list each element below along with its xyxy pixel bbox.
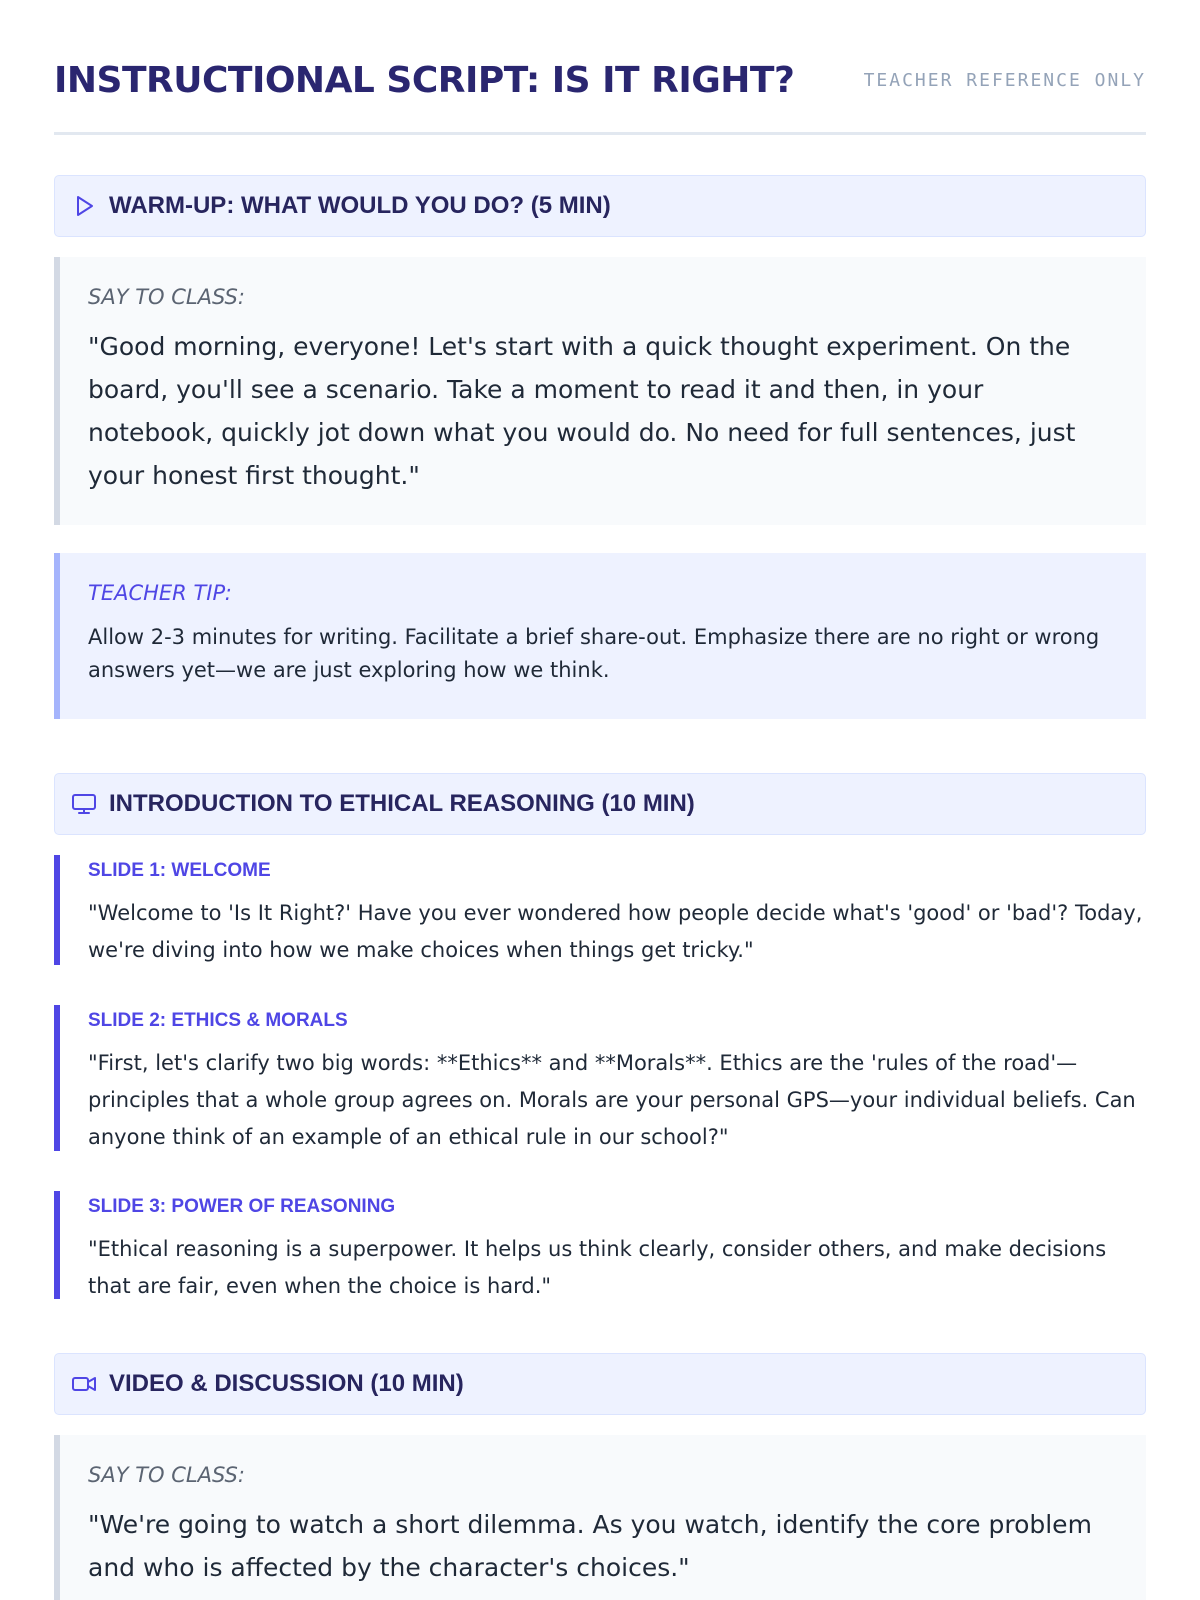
monitor-icon: [71, 791, 97, 817]
video-camera-icon: [71, 1371, 97, 1397]
section-title: WARM-UP: WHAT WOULD YOU DO? (5 MIN): [109, 192, 611, 219]
slide-text: "First, let's clarify two big words: **Ethics** and **Morals**. Ethics are the 'rules of the road'—principles that a whole group agrees on. Morals are your personal GPS—your individual beliefs. Can anyone think of an example of an ethical rule in our school?": [88, 1051, 1136, 1149]
say-to-class-block: [54, 257, 1146, 525]
teacher-reference-label: TEACHER REFERENCE ONLY: [863, 69, 1146, 91]
say-to-class-block: [54, 1435, 1146, 1600]
teacher-tip-block: [54, 553, 1146, 719]
slide-text: "Welcome to 'Is It Right?' Have you ever wondered how people decide what's 'good' or 'bad'? Today, we're diving into how we make choices when things get tricky.": [88, 901, 1143, 962]
tip-label: TEACHER TIP:: [88, 581, 232, 605]
slide-1-block: [54, 855, 1146, 965]
slide-text: "Ethical reasoning is a superpower. It helps us think clearly, consider others, and make decisions that are fair, even when the choice is hard.": [88, 1237, 1107, 1298]
say-label: SAY TO CLASS:: [88, 285, 245, 309]
say-text: "We're going to watch a short dilemma. As you watch, identify the core problem and who is affected by the character's choices.": [88, 1510, 1092, 1582]
section-title: INTRODUCTION TO ETHICAL REASONING (10 MIN): [109, 790, 695, 817]
section-header-warm-up: [54, 175, 1146, 237]
tip-text: Allow 2-3 minutes for writing. Facilitate a brief share-out. Emphasize there are no right or wrong answers yet—we are just exploring how we think.: [88, 625, 1100, 682]
section-header-video: [54, 1353, 1146, 1415]
say-label: SAY TO CLASS:: [88, 1463, 245, 1487]
slide-2-block: [54, 1005, 1146, 1151]
slide-label: SLIDE 2: ETHICS & MORALS: [88, 1010, 348, 1031]
play-icon: [71, 193, 97, 219]
say-text: "Good morning, everyone! Let's start with a quick thought experiment. On the board, you'll see a scenario. Take a moment to read it and then, in your notebook, quickly jot down what you would do. No need for full sentences, just your honest first thought.": [88, 332, 1076, 490]
slide-label: SLIDE 1: WELCOME: [88, 860, 271, 881]
slide-3-block: [54, 1191, 1146, 1299]
page-title: INSTRUCTIONAL SCRIPT: IS IT RIGHT?: [54, 59, 795, 101]
slide-label: SLIDE 3: POWER OF REASONING: [88, 1196, 396, 1217]
section-header-introduction: [54, 773, 1146, 835]
document-header: [54, 54, 1146, 135]
section-title: VIDEO & DISCUSSION (10 MIN): [109, 1370, 464, 1397]
